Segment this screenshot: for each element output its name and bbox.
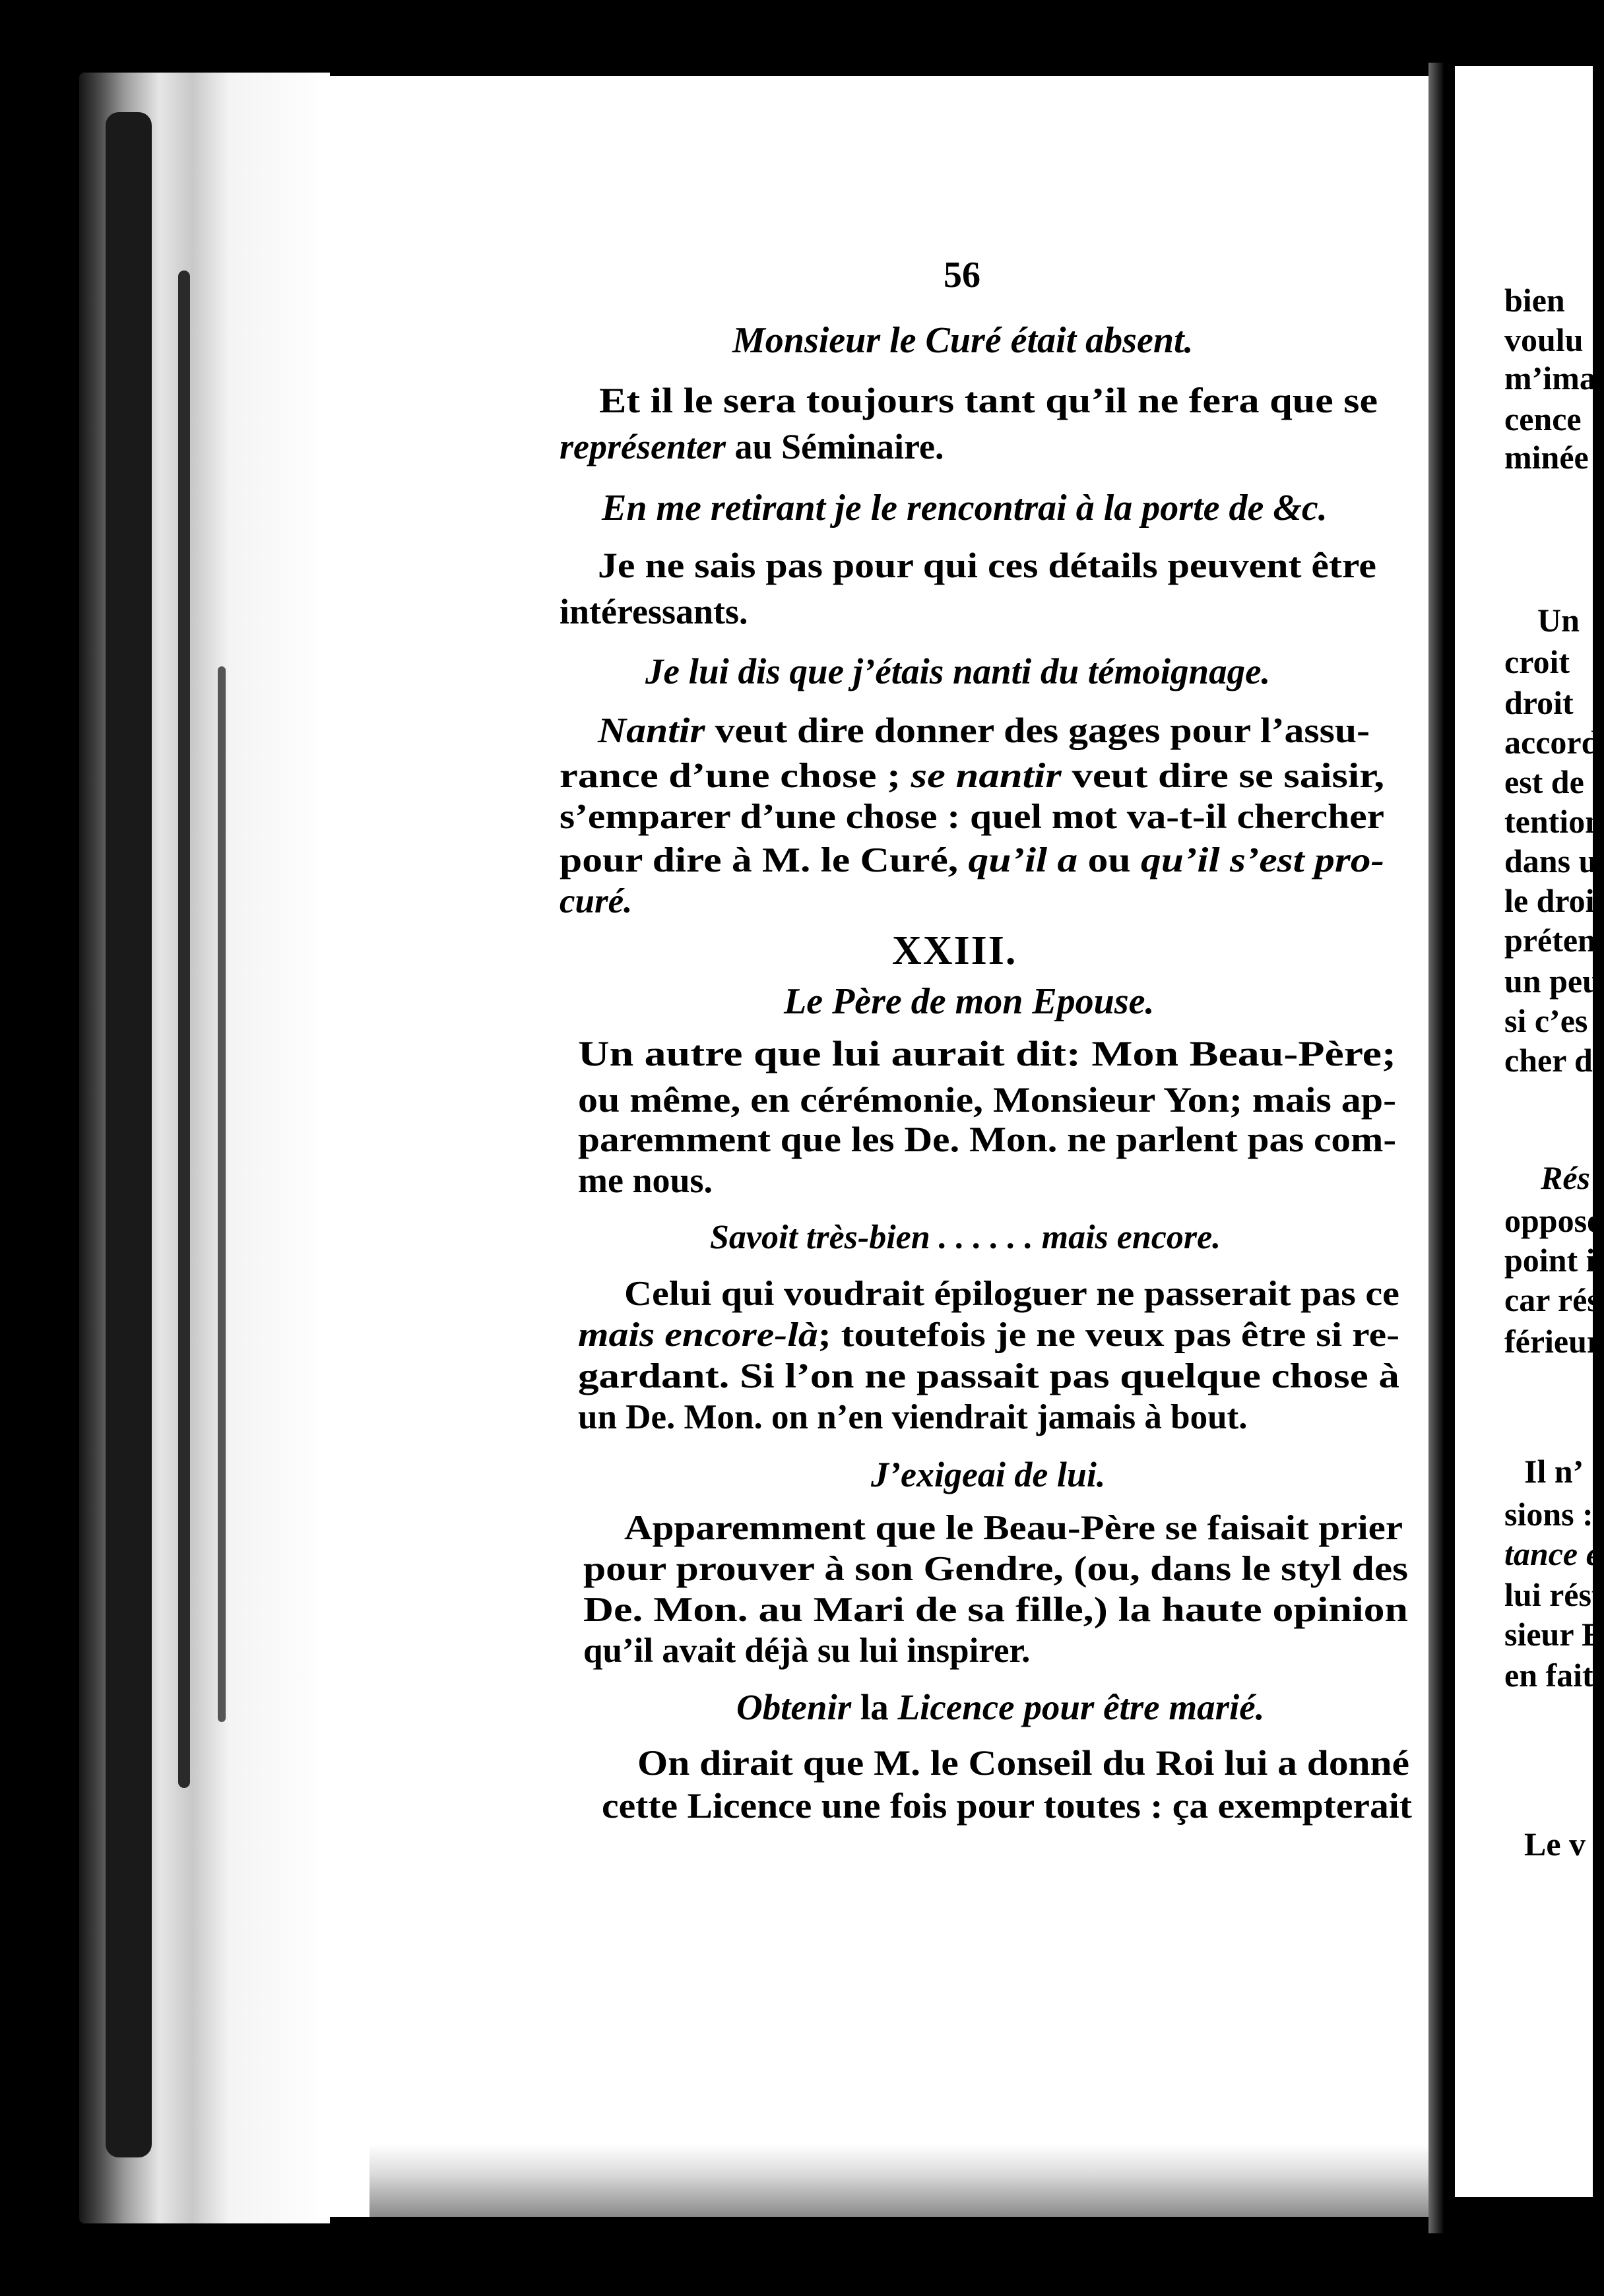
text-line bbox=[583, 1634, 1030, 1669]
roman-text: la bbox=[851, 1687, 898, 1727]
facing-page-fragment: en fait bbox=[1504, 1657, 1593, 1694]
italic-text: Licence pour être marié. bbox=[897, 1687, 1265, 1727]
facing-page-fragment: lui rést bbox=[1504, 1576, 1603, 1613]
facing-page-fragment: Rés bbox=[1541, 1159, 1590, 1196]
roman-text: XXIII. bbox=[892, 928, 1017, 973]
roman-text: qu’il avait déjà su lui inspirer. bbox=[583, 1632, 1031, 1670]
text-line bbox=[560, 594, 748, 629]
book-gutter bbox=[1428, 63, 1455, 2233]
roman-text: Celui qui voudrait épiloguer ne passerait pas ce bbox=[624, 1275, 1399, 1313]
facing-page-fragment: Le v bbox=[1524, 1826, 1586, 1863]
roman-text: ou bbox=[1077, 841, 1141, 879]
roman-text: au Séminaire. bbox=[725, 427, 944, 466]
section-heading bbox=[892, 930, 1017, 971]
roman-text: ; toutefois je ne veux pas être si re- bbox=[818, 1316, 1400, 1354]
roman-text: intéressants. bbox=[560, 592, 748, 631]
roman-text: pour prouver à son Gendre, (ou, dans le styl des bbox=[583, 1550, 1409, 1588]
roman-text: pour dire à M. le Curé, bbox=[560, 841, 969, 879]
facing-page-fragment: est de bbox=[1504, 763, 1584, 800]
italic-text: qu’il s’est pro- bbox=[1140, 841, 1384, 879]
facing-page-fragment: Il n’ bbox=[1524, 1453, 1584, 1490]
text-line bbox=[645, 653, 1270, 689]
facing-page-fragment: Un bbox=[1537, 602, 1580, 639]
facing-page-fragment: oppose bbox=[1504, 1202, 1602, 1239]
roman-text: Apparemment que le Beau-Père se faisait prier bbox=[624, 1509, 1403, 1547]
facing-page-fragment: bien bbox=[1504, 282, 1565, 319]
text-line bbox=[602, 490, 1328, 526]
roman-text: rance d’une chose ; bbox=[560, 757, 911, 795]
text-line bbox=[578, 1163, 713, 1198]
text-line bbox=[732, 322, 1194, 359]
italic-text: Nantir bbox=[598, 711, 705, 750]
text-line bbox=[560, 800, 1384, 835]
roman-text: paremment que les De. Mon. ne parlent pas com- bbox=[578, 1120, 1397, 1159]
roman-text: Je ne sais pas pour qui ces détails peuvent être bbox=[598, 546, 1376, 585]
facing-page-fragment: m’ima bbox=[1504, 360, 1596, 397]
roman-text: un De. Mon. on n’en viendrait jamais à bout. bbox=[578, 1398, 1248, 1436]
text-line bbox=[583, 1593, 1408, 1628]
italic-text: représenter bbox=[560, 427, 726, 466]
facing-page-fragment: si c’es bbox=[1504, 1002, 1588, 1039]
text-line bbox=[560, 759, 1384, 794]
roman-text: s’emparer d’une chose : quel mot va-t-il chercher bbox=[560, 798, 1385, 836]
text-line bbox=[578, 1036, 1396, 1071]
roman-text: De. Mon. au Mari de sa fille,) la haute opinion bbox=[583, 1591, 1408, 1629]
roman-text: ou même, en cérémonie, Monsieur Yon; mais ap- bbox=[578, 1080, 1397, 1120]
text-line bbox=[784, 983, 1154, 1020]
text-line bbox=[637, 1745, 1409, 1781]
roman-text: me nous. bbox=[578, 1161, 713, 1200]
text-line bbox=[871, 1457, 1105, 1492]
text-line bbox=[602, 1788, 1412, 1824]
edge-shadow bbox=[218, 666, 226, 1722]
text-line bbox=[624, 1511, 1403, 1546]
italic-text: curé. bbox=[560, 882, 633, 920]
facing-page-fragment: car rés bbox=[1504, 1281, 1600, 1318]
italic-text: Obtenir bbox=[736, 1687, 852, 1727]
text-line bbox=[578, 1400, 1247, 1435]
text-line bbox=[560, 843, 1384, 878]
facing-page-fragment: férieur bbox=[1504, 1323, 1602, 1360]
text-line bbox=[560, 884, 632, 919]
text-line bbox=[599, 383, 1378, 418]
text-line bbox=[578, 1082, 1396, 1118]
facing-page-fragment: préten bbox=[1504, 922, 1596, 959]
page-bottom-edge bbox=[369, 2144, 1432, 2217]
facing-page-fragment: point i bbox=[1504, 1242, 1595, 1279]
edge-shadow bbox=[106, 112, 152, 2157]
page-edge-stack bbox=[79, 73, 330, 2223]
text-line bbox=[598, 713, 1370, 748]
roman-text: gardant. Si l’on ne passait pas quelque chose à bbox=[578, 1357, 1399, 1395]
edge-shadow bbox=[178, 271, 190, 1788]
page-number: 56 bbox=[944, 255, 980, 296]
text-line bbox=[583, 1552, 1408, 1587]
text-line bbox=[578, 1318, 1399, 1353]
italic-text: qu’il a bbox=[968, 841, 1078, 879]
text-line bbox=[736, 1689, 1264, 1725]
facing-page-fragment: voulu bbox=[1504, 321, 1584, 358]
facing-page-fragment: cher d bbox=[1504, 1042, 1593, 1079]
facing-page bbox=[1455, 66, 1604, 2197]
text-line bbox=[578, 1359, 1399, 1394]
italic-text: Le Père de mon Epouse. bbox=[784, 981, 1155, 1022]
italic-text: En me retirant je le rencontrai à la porte de &c. bbox=[602, 488, 1328, 528]
facing-page-fragment: dans u bbox=[1504, 843, 1597, 879]
facing-page-fragment: droit bbox=[1504, 684, 1574, 721]
facing-page-fragment: tention bbox=[1504, 803, 1603, 840]
text-line bbox=[560, 429, 944, 464]
italic-text: J’exigeai de lui. bbox=[871, 1455, 1106, 1494]
italic-text: Monsieur le Curé était absent. bbox=[732, 320, 1194, 361]
italic-text: Je lui dis que j’étais nanti du témoignage. bbox=[645, 651, 1271, 691]
facing-page-fragment: un peu bbox=[1504, 963, 1601, 1000]
facing-page-fragment: le droi bbox=[1504, 882, 1595, 919]
text-line bbox=[578, 1122, 1396, 1157]
italic-text: mais encore-là bbox=[578, 1316, 818, 1354]
facing-page-fragment: accord bbox=[1504, 724, 1600, 761]
roman-text: On dirait que M. le Conseil du Roi lui a donné bbox=[637, 1743, 1409, 1783]
facing-page-fragment: cence bbox=[1504, 400, 1582, 437]
roman-text: veut dire donner des gages pour l’assu- bbox=[705, 711, 1370, 750]
facing-page-fragment: minée bbox=[1504, 439, 1589, 476]
facing-page-fragment: croit bbox=[1504, 643, 1570, 680]
roman-text: veut dire se saisir, bbox=[1061, 757, 1385, 795]
italic-text: Savoit très-bien . . . . . . mais encore. bbox=[710, 1219, 1221, 1256]
text-line bbox=[624, 1277, 1399, 1312]
facing-page-fragment: tance e bbox=[1504, 1535, 1601, 1572]
text-line bbox=[598, 548, 1376, 583]
facing-page-fragment: sions : bbox=[1504, 1496, 1593, 1533]
italic-text: se nantir bbox=[911, 757, 1062, 795]
roman-text: Et il le sera toujours tant qu’il ne fera que se bbox=[599, 381, 1378, 420]
roman-text: Un autre que lui aurait dit: Mon Beau-Père; bbox=[578, 1034, 1396, 1073]
facing-page-fragment: sieur E bbox=[1504, 1616, 1604, 1653]
roman-text: cette Licence une fois pour toutes : ça exempterait bbox=[602, 1786, 1412, 1826]
text-line bbox=[710, 1221, 1221, 1255]
